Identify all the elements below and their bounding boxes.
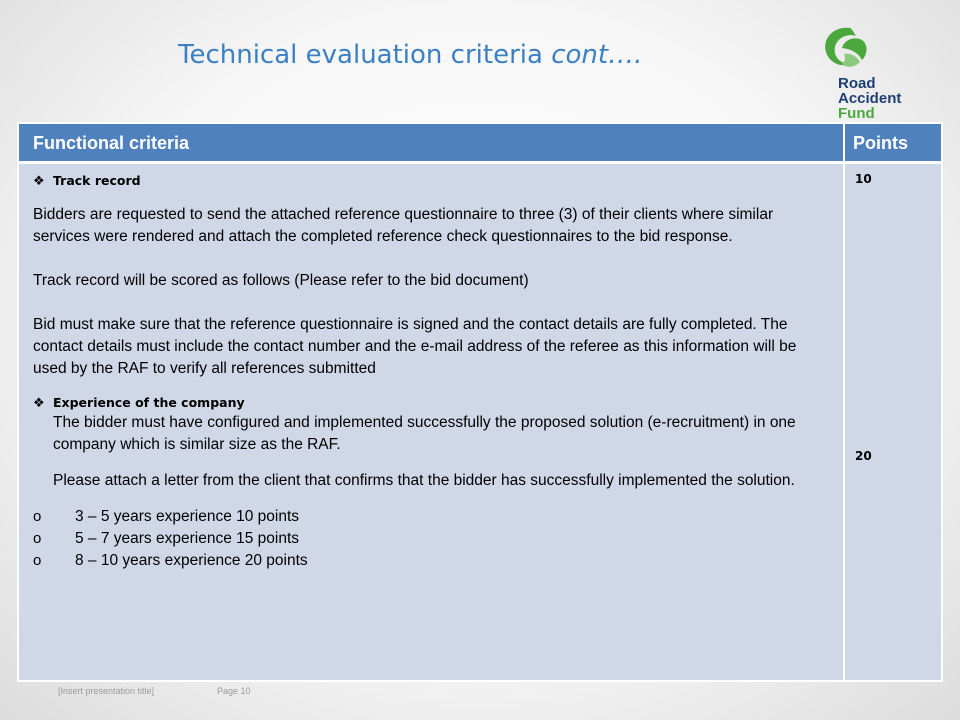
header-divider xyxy=(843,124,845,161)
track-record-para-1: Bidders are requested to send the attached reference questionnaire to three (3) of their clients where similar services were rendered and attach the completed reference check questionnaires to the bid response. xyxy=(33,206,774,245)
points-experience: 20 xyxy=(855,449,872,463)
list-item: o 5 – 7 years experience 15 points xyxy=(33,528,833,550)
table-row xyxy=(19,164,941,680)
header-functional-criteria: Functional criteria xyxy=(33,133,190,153)
logo-text-fund: Fund xyxy=(838,105,875,122)
column-divider xyxy=(843,164,845,680)
track-record-para-2: Track record will be scored as follows (Please refer to the bid document) xyxy=(33,272,529,289)
table-header xyxy=(19,124,941,164)
list-item: o 3 – 5 years experience 10 points xyxy=(33,506,833,528)
criteria-cell xyxy=(33,172,833,572)
diamond-bullet-icon: ❖ xyxy=(33,174,45,189)
list-item: o 8 – 10 years experience 20 points xyxy=(33,550,833,572)
experience-heading xyxy=(33,394,833,412)
circle-outline-bullet-icon: o xyxy=(33,530,42,547)
footer-presentation-title: [Insert presentation title] xyxy=(58,686,155,696)
criteria-table xyxy=(17,122,943,682)
raf-logo xyxy=(816,24,934,122)
circle-outline-bullet-icon: o xyxy=(33,552,42,569)
slide-title xyxy=(178,40,642,70)
points-track-record: 10 xyxy=(855,172,872,186)
experience-heading-text: Experience of the company xyxy=(53,395,245,410)
experience-para-2: Please attach a letter from the client that confirms that the bidder has successfully implemented the solution. xyxy=(53,472,795,489)
diamond-bullet-icon: ❖ xyxy=(33,396,45,411)
logo-text-road: Road xyxy=(838,75,876,92)
raf-logo-icon xyxy=(820,24,872,72)
experience-para-1: The bidder must have configured and implemented successfully the proposed solution (e-recruitment) in one company which is similar size as the RAF. xyxy=(53,414,796,453)
circle-outline-bullet-icon: o xyxy=(33,508,42,525)
track-record-heading xyxy=(33,172,833,190)
header-points: Points xyxy=(853,133,909,153)
logo-text-accident: Accident xyxy=(838,90,902,107)
title-main: Technical evaluation criteria xyxy=(178,40,552,70)
footer-page-number: Page 10 xyxy=(217,686,251,696)
title-italic: cont…. xyxy=(551,40,643,70)
track-record-heading-text: Track record xyxy=(53,173,141,188)
track-record-para-3: Bid must make sure that the reference questionnaire is signed and the contact details are fully completed. The contact details must include the contact number and the e-mail address of the referee as this information will be used by the RAF to verify all references submitted xyxy=(33,316,797,377)
